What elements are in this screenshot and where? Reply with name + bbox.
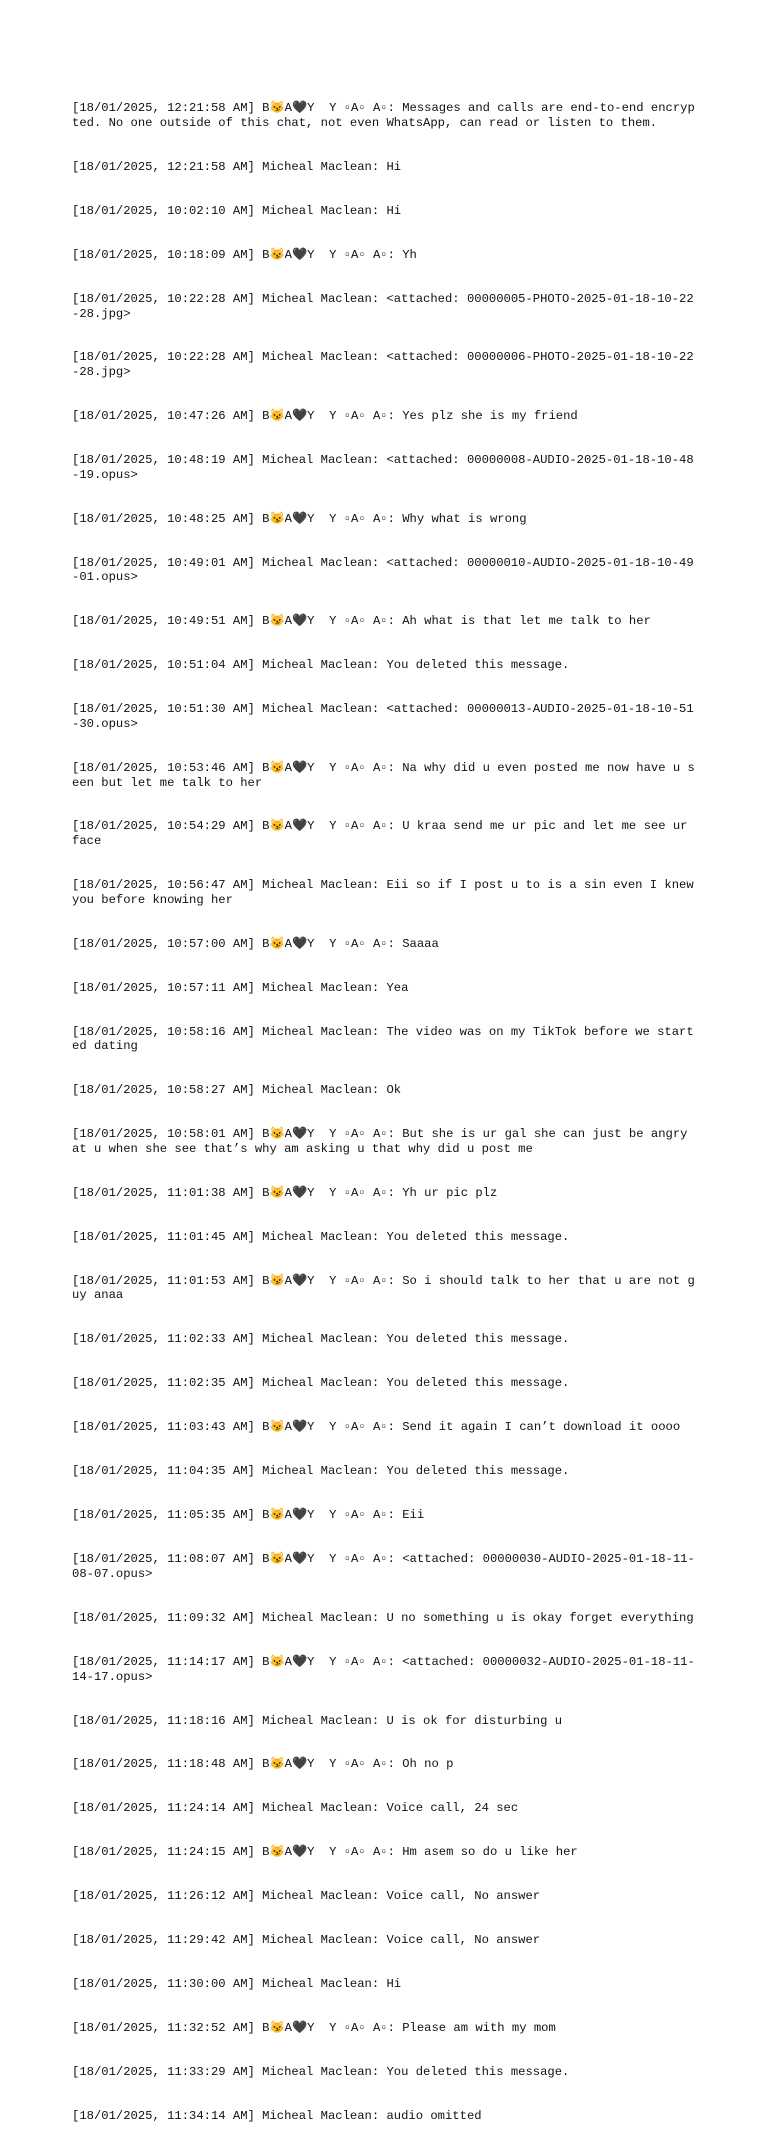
message-line: [18/01/2025, 11:14:17 AM] B😼A🖤Y Y ▫A▫ A▫: <attached: 00000032-AUDIO-2025-01-18-11-14-17.opus>: [72, 1654, 695, 1684]
message-line: [18/01/2025, 10:47:26 AM] B😼A🖤Y Y ▫A▫ A▫: Yes plz she is my friend: [72, 409, 578, 424]
message-line: [18/01/2025, 10:02:10 AM] Micheal Maclean: Hi: [72, 203, 402, 218]
message-line: [18/01/2025, 11:09:32 AM] Micheal Maclean: U no something u is okay forget everything: [72, 1610, 694, 1625]
message-line: [18/01/2025, 10:18:09 AM] B😼A🖤Y Y ▫A▫ A▫: Yh: [72, 247, 417, 262]
chat-transcript: [72, 72, 701, 2139]
message-line: [18/01/2025, 11:02:33 AM] Micheal Maclean: You deleted this message.: [72, 1332, 570, 1347]
message-line: [18/01/2025, 11:05:35 AM] B😼A🖤Y Y ▫A▫ A▫: Eii: [72, 1508, 425, 1523]
message-line: [18/01/2025, 10:57:11 AM] Micheal Maclean: Yea: [72, 980, 409, 995]
message-line: [18/01/2025, 10:56:47 AM] Micheal Maclean: Eii so if I post u to is a sin even I knew you before knowing her: [72, 878, 701, 907]
message-line: [18/01/2025, 10:51:30 AM] Micheal Maclean: <attached: 00000013-AUDIO-2025-01-18-10-51-30.opus>: [72, 702, 694, 731]
message-line: [18/01/2025, 12:21:58 AM] Micheal Maclean: Hi: [72, 159, 402, 174]
message-line: [18/01/2025, 10:49:51 AM] B😼A🖤Y Y ▫A▫ A▫: Ah what is that let me talk to her: [72, 614, 651, 629]
message-line: [18/01/2025, 10:54:29 AM] B😼A🖤Y Y ▫A▫ A▫: U kraa send me ur pic and let me see ur face: [72, 819, 695, 849]
message-line: [18/01/2025, 11:03:43 AM] B😼A🖤Y Y ▫A▫ A▫: Send it again I can’t download it oooo: [72, 1420, 681, 1435]
message-line: [18/01/2025, 11:34:14 AM] Micheal Maclean: audio omitted: [72, 2109, 482, 2124]
message-line: [18/01/2025, 11:01:45 AM] Micheal Maclean: You deleted this message.: [72, 1229, 570, 1244]
message-line: [18/01/2025, 11:04:35 AM] Micheal Maclean: You deleted this message.: [72, 1464, 570, 1479]
message-line: [18/01/2025, 10:58:16 AM] Micheal Maclean: The video was on my TikTok before we started dating: [72, 1024, 694, 1054]
message-line: [18/01/2025, 10:58:27 AM] Micheal Maclean: Ok: [72, 1083, 402, 1098]
message-line: [18/01/2025, 10:22:28 AM] Micheal Maclean: <attached: 00000005-PHOTO-2025-01-18-10-22-28.jpg>: [72, 291, 694, 321]
message-line: [18/01/2025, 11:08:07 AM] B😼A🖤Y Y ▫A▫ A▫: <attached: 00000030-AUDIO-2025-01-18-11-08-07.opus>: [72, 1552, 695, 1581]
message-line: [18/01/2025, 10:22:28 AM] Micheal Maclean: <attached: 00000006-PHOTO-2025-01-18-10-22-28.jpg>: [72, 350, 694, 380]
message-line: [18/01/2025, 10:48:25 AM] B😼A🖤Y Y ▫A▫ A▫: Why what is wrong: [72, 511, 527, 526]
message-line: [18/01/2025, 11:01:53 AM] B😼A🖤Y Y ▫A▫ A▫: So i should talk to her that u are not guy anaa: [72, 1273, 695, 1303]
message-line: [18/01/2025, 11:01:38 AM] B😼A🖤Y Y ▫A▫ A▫: Yh ur pic plz: [72, 1185, 498, 1200]
message-line: [18/01/2025, 11:29:42 AM] Micheal Maclean: Voice call, No answer: [72, 1933, 541, 1948]
message-line: [18/01/2025, 11:18:16 AM] Micheal Maclean: U is ok for disturbing u: [72, 1713, 563, 1728]
message-line: [18/01/2025, 11:26:12 AM] Micheal Maclean: Voice call, No answer: [72, 1889, 541, 1904]
message-line: [18/01/2025, 11:32:52 AM] B😼A🖤Y Y ▫A▫ A▫: Please am with my mom: [72, 2021, 556, 2036]
message-line: [18/01/2025, 10:53:46 AM] B😼A🖤Y Y ▫A▫ A▫: Na why did u even posted me now have u seen but let me talk to her: [72, 760, 695, 790]
message-line: [18/01/2025, 11:33:29 AM] Micheal Maclean: You deleted this message.: [72, 2065, 570, 2080]
message-line: [18/01/2025, 10:58:01 AM] B😼A🖤Y Y ▫A▫ A▫: But she is ur gal she can just be angry at u when she see that’s why am asking u that why did u post me: [72, 1127, 695, 1156]
message-line: [18/01/2025, 10:57:00 AM] B😼A🖤Y Y ▫A▫ A▫: Saaaa: [72, 936, 439, 951]
message-line: [18/01/2025, 11:24:15 AM] B😼A🖤Y Y ▫A▫ A▫: Hm asem so do u like her: [72, 1845, 578, 1860]
message-line: [18/01/2025, 10:48:19 AM] Micheal Maclean: <attached: 00000008-AUDIO-2025-01-18-10-48-19.opus>: [72, 453, 694, 482]
message-line: [18/01/2025, 10:49:01 AM] Micheal Maclean: <attached: 00000010-AUDIO-2025-01-18-10-49-01.opus>: [72, 555, 694, 585]
message-line: [18/01/2025, 11:24:14 AM] Micheal Maclean: Voice call, 24 sec: [72, 1801, 519, 1816]
message-line: [18/01/2025, 12:21:58 AM] B😼A🖤Y Y ▫A▫ A▫: Messages and calls are end-to-end encrypted. No one outside of this chat, not even WhatsApp, can read or listen to them.: [72, 101, 695, 130]
message-line: [18/01/2025, 11:02:35 AM] Micheal Maclean: You deleted this message.: [72, 1376, 570, 1391]
message-line: [18/01/2025, 11:18:48 AM] B😼A🖤Y Y ▫A▫ A▫: Oh no p: [72, 1757, 454, 1772]
message-line: [18/01/2025, 11:30:00 AM] Micheal Maclean: Hi: [72, 1977, 402, 1992]
message-line: [18/01/2025, 10:51:04 AM] Micheal Maclean: You deleted this message.: [72, 658, 570, 673]
